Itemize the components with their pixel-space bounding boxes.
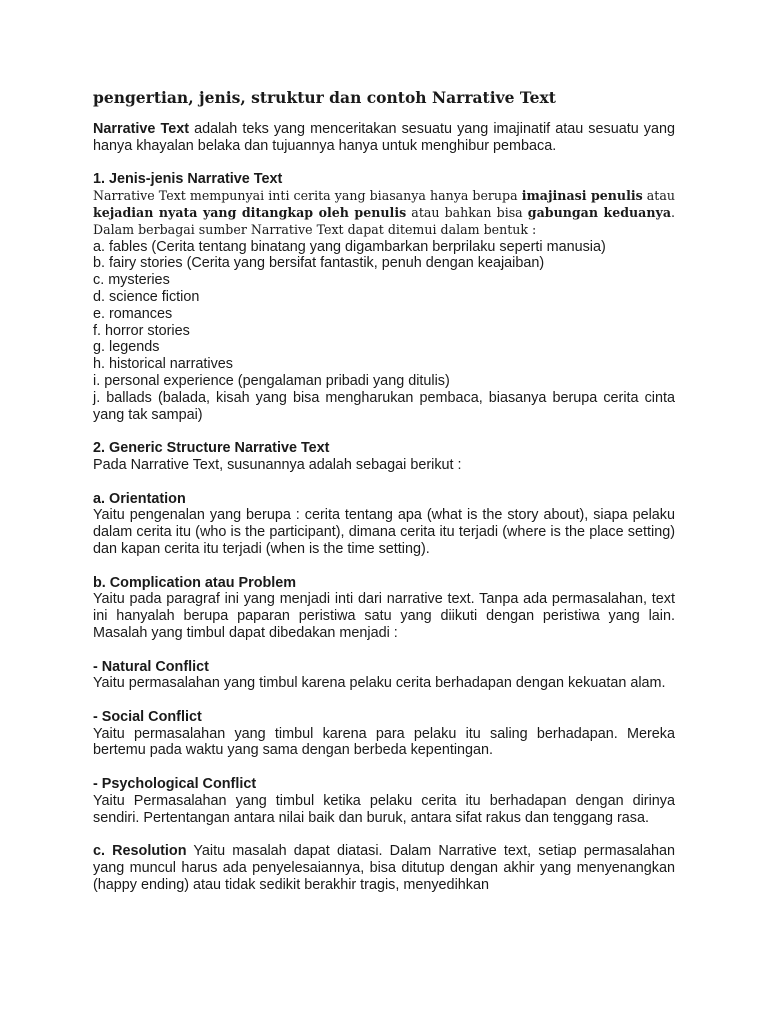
s1-text-3: atau bahkan bisa [406, 204, 528, 220]
complication-heading-text: b. Complication atau Problem [93, 574, 297, 591]
natural-conflict-text: Yaitu permasalahan yang timbul karena pelaku cerita berhadapan dengan kekuatan alam. [93, 675, 666, 692]
list-item: h. historical narratives [93, 356, 233, 373]
psychological-heading-text: - Psychological Conflict [93, 776, 257, 793]
intro-text: adalah teks yang menceritakan sesuatu yang imajinatif atau sesuatu yang hanya khayalan belaka dan tujuannya hanya untuk menghibur pembaca. [93, 121, 675, 154]
list-item: d. science fiction [93, 288, 200, 305]
psychological-conflict-text: Yaitu Permasalahan yang timbul ketika pelaku cerita itu berhadapan dengan dirinya sendiri. Pertentangan antara nilai baik dan buruk, antara sifat rakus dan tenggang rasa. [93, 792, 675, 826]
orientation-heading [93, 491, 675, 508]
orientation-text: Yaitu pengenalan yang berupa : cerita tentang apa (what is the story about), siapa pelaku dalam cerita itu (who is the participant), dimana cerita itu terjadi (where is the place setting) dan kapan cerita itu terjadi (when is the time setting). [93, 507, 675, 557]
document-title: pengertian, jenis, struktur dan contoh Narrative Text [93, 88, 556, 107]
natural-conflict-heading [93, 659, 675, 676]
social-conflict-heading [93, 709, 675, 726]
natural-heading-text: - Natural Conflict [93, 658, 209, 675]
s1-bold-2: kejadian nyata yang ditangkap oleh penulis [93, 204, 407, 220]
document-page [93, 88, 675, 894]
section2-text: Pada Narrative Text, susunannya adalah sebagai berikut : [93, 456, 462, 473]
list-item: a. fables (Cerita tentang binatang yang digambarkan berprilaku seperti manusia) [93, 238, 606, 255]
list-item: f. horror stories [93, 322, 190, 339]
list-item: i. personal experience (pengalaman pribadi yang ditulis) [93, 372, 450, 389]
complication-text: Yaitu pada paragraf ini yang menjadi inti dari narrative text. Tanpa ada permasalahan, text ini hanyalah berupa paparan peristiwa satu yang diikuti dengan peristiwa yang lain. Masalah yang timbul dapat dibedakan menjadi : [93, 591, 675, 641]
list-item: c. mysteries [93, 272, 170, 289]
list-item: j. ballads (balada, kisah yang bisa mengharukan pembaca, biasanya berupa cerita cinta yang tak sampai) [93, 389, 675, 423]
s1-text-4: . Dalam berbagai sumber Narrative Text dapat ditemui dalam bentuk : [93, 204, 675, 237]
intro-paragraph [93, 121, 675, 155]
intro-term: Narrative Text [93, 121, 189, 137]
narrative-types-list [93, 239, 675, 424]
section1-heading [93, 171, 675, 188]
list-item: e. romances [93, 305, 173, 322]
s1-bold-1: imajinasi penulis [521, 188, 643, 204]
s1-bold-3: gabungan keduanya [527, 204, 671, 220]
resolution-heading: c. Resolution [93, 843, 187, 860]
orientation-heading-text: a. Orientation [93, 490, 186, 507]
resolution-paragraph [93, 843, 675, 893]
social-conflict-text: Yaitu permasalahan yang timbul karena para pelaku itu saling berhadapan. Mereka bertemu pada waktu yang sama dengan berbeda kepentingan. [93, 725, 675, 759]
list-item: b. fairy stories (Cerita yang bersifat fantastik, penuh dengan keajaiban) [93, 255, 545, 272]
psychological-conflict-heading [93, 776, 675, 793]
list-item: g. legends [93, 339, 160, 356]
resolution-text: Yaitu masalah dapat diatasi. Dalam Narrative text, setiap permasalahan yang muncul harus ada penyelesaiannya, bisa ditutup dengan akhir yang menyenangkan (happy ending) atau tidak sedikit berakhir tragis, menyedihkan [93, 843, 675, 893]
s1-text-2: atau [642, 188, 675, 204]
section2-heading-text: 2. Generic Structure Narrative Text [93, 440, 330, 457]
social-heading-text: - Social Conflict [93, 708, 202, 725]
s1-text-1: Narrative Text mempunyai inti cerita yang biasanya hanya berupa [93, 188, 522, 204]
section1-heading-text: 1. Jenis-jenis Narrative Text [93, 171, 283, 188]
section2-heading [93, 440, 675, 457]
section1-paragraph [93, 188, 675, 238]
complication-heading [93, 575, 675, 592]
